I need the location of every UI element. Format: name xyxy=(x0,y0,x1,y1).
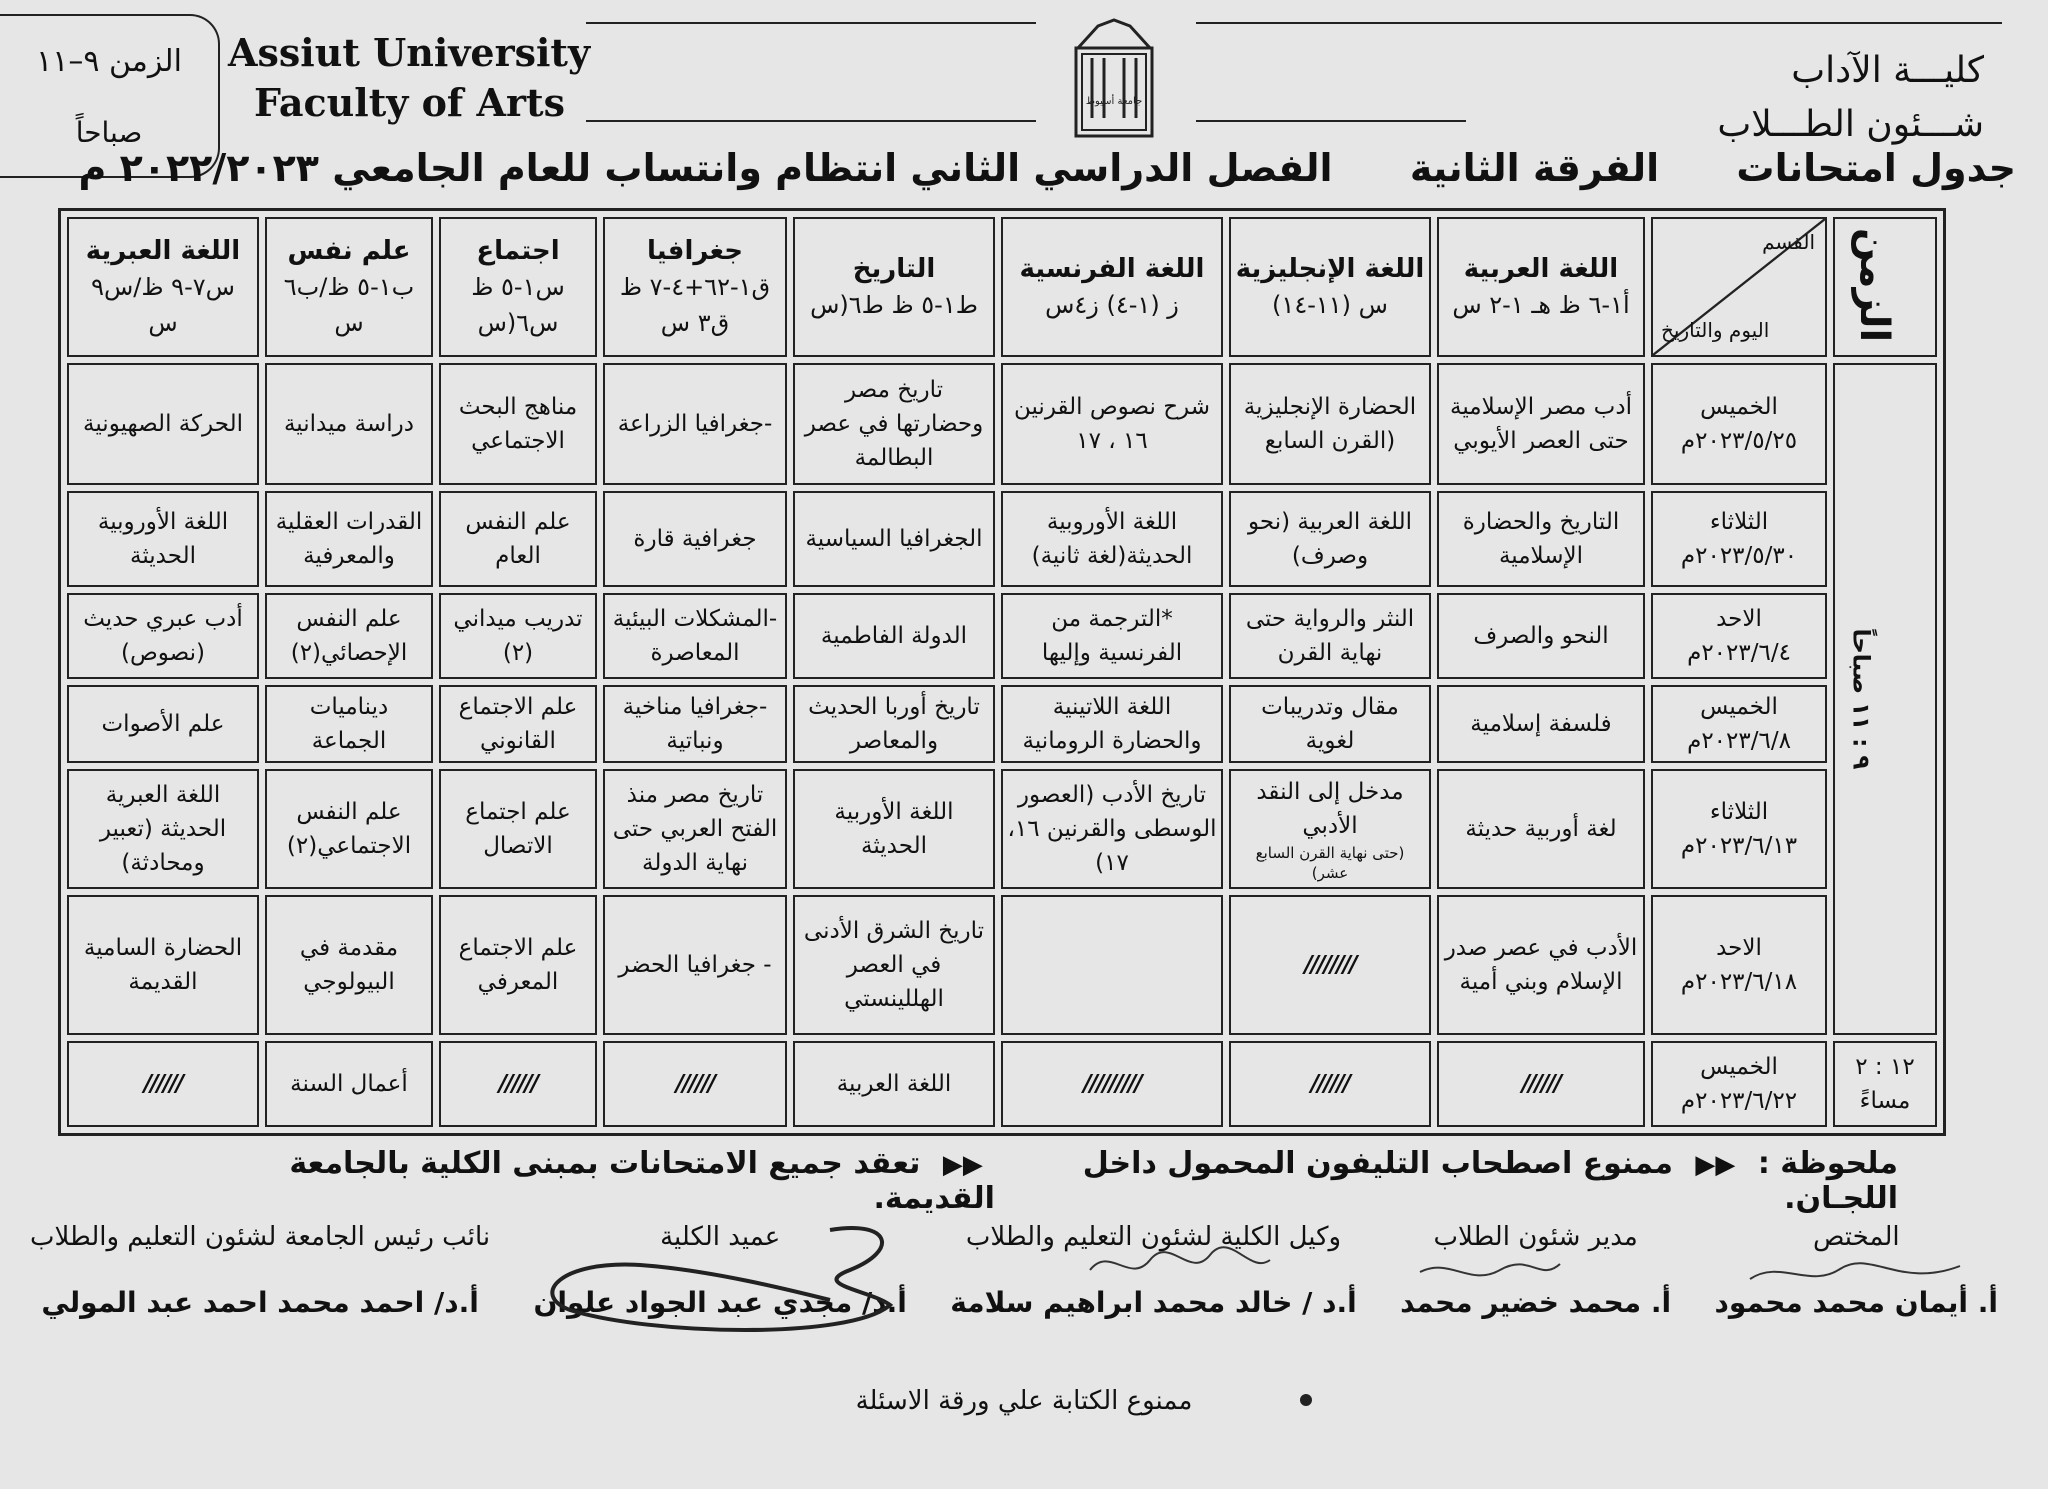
col-header-english: اللغة الإنجليزية س (١١-١٤) xyxy=(1229,217,1431,357)
evening-time-cell: ١٢ : ٢ مساءً xyxy=(1833,1041,1937,1127)
exam-cell: اللغة اللاتينية والحضارة الرومانية xyxy=(1001,685,1223,763)
exam-cell: علم الأصوات xyxy=(67,685,259,763)
col-header-sociology: اجتماع س١-٥ ظ س٦(س xyxy=(439,217,597,357)
exam-cell: اللغة الأوربية الحديثة xyxy=(793,769,995,889)
exam-cell: علم النفس الإحصائي(٢) xyxy=(265,593,433,679)
note-phone-text: ممنوع اصطحاب التليفون المحمول داخل اللجـان. xyxy=(1082,1146,1898,1216)
exam-cell: ///////// xyxy=(1001,1041,1223,1127)
exam-cell: جغرافية قارة xyxy=(603,491,787,587)
exam-cell: علم الاجتماع القانوني xyxy=(439,685,597,763)
exam-cell: تاريخ الشرق الأدنى في العصر الهللينستي xyxy=(793,895,995,1035)
day-cell: الخميس ٢٠٢٣/٦/٢٢م xyxy=(1651,1041,1827,1127)
table-row xyxy=(67,491,1937,587)
exam-cell: ////// xyxy=(603,1041,787,1127)
day-cell: الثلاثاء ٢٠٢٣/٥/٣٠م xyxy=(1651,491,1827,587)
exam-cell: تاريخ مصر منذ الفتح العربي حتى نهاية الدولة xyxy=(603,769,787,889)
exam-cell: مقال وتدريبات لغوية xyxy=(1229,685,1431,763)
signature-vice-president: نائب رئيس الجامعة لشئون التعليم والطلاب أ.د/ احمد محمد احمد عبد المولي xyxy=(30,1222,491,1319)
day-cell: الخميس ٢٠٢٣/٥/٢٥م xyxy=(1651,363,1827,485)
signature-vice-dean: وكيل الكلية لشئون التعليم والطلاب أ.د / خالد محمد ابراهيم سلامة xyxy=(950,1222,1357,1319)
title-part1: جدول امتحانات xyxy=(1736,146,2016,190)
note-location xyxy=(190,1146,995,1216)
exam-cell: لغة أوربية حديثة xyxy=(1437,769,1645,889)
student-affairs: شـــئون الطـــلاب xyxy=(1717,104,1984,145)
table-row-last xyxy=(67,1041,1937,1127)
exam-cell: تاريخ أوربا الحديث والمعاصر xyxy=(793,685,995,763)
col-header-history: التاريخ ط١-٥ ظ ط٦(س xyxy=(793,217,995,357)
corner-header xyxy=(1651,217,1827,357)
exam-cell: دراسة ميدانية xyxy=(265,363,433,485)
exam-cell: الحضارة السامية القديمة xyxy=(67,895,259,1035)
exam-cell: -جغرافيا الزراعة xyxy=(603,363,787,485)
faculty-name: Faculty of Arts xyxy=(254,80,565,125)
exam-cell-note: (حتى نهاية القرن السابع عشر) xyxy=(1255,844,1405,882)
corner-bottom-label: اليوم والتاريخ xyxy=(1661,318,1770,342)
day-cell: الاحد ٢٠٢٣/٦/١٨م xyxy=(1651,895,1827,1035)
note-label: ملحوظة : xyxy=(1757,1146,1898,1181)
exam-cell: النحو والصرف xyxy=(1437,593,1645,679)
table-row xyxy=(67,593,1937,679)
exam-cell: اللغة الأوروبية الحديثة(لغة ثانية) xyxy=(1001,491,1223,587)
university-name: Assiut University xyxy=(228,30,591,75)
department-header xyxy=(1717,44,1984,152)
footer-note: ممنوع الكتابة علي ورقة الاسئلة xyxy=(855,1386,1193,1416)
exam-cell: أعمال السنة xyxy=(265,1041,433,1127)
exam-cell: الحركة الصهيونية xyxy=(67,363,259,485)
day-cell: الخميس ٢٠٢٣/٦/٨م xyxy=(1651,685,1827,763)
exam-cell: علم الاجتماع المعرفي xyxy=(439,895,597,1035)
exam-cell: ديناميات الجماعة xyxy=(265,685,433,763)
exam-cell: - جغرافيا الحضر xyxy=(603,895,787,1035)
note-location-text: تعقد جميع الامتحانات بمبنى الكلية بالجامعة القديمة. xyxy=(289,1146,995,1216)
exam-cell: تدريب ميداني (٢) xyxy=(439,593,597,679)
exam-cell: -جغرافيا مناخية ونباتية xyxy=(603,685,787,763)
day-cell: الاحد ٢٠٢٣/٦/٤م xyxy=(1651,593,1827,679)
exam-cell: //////// xyxy=(1229,895,1431,1035)
title-part2: الفرقة الثانية xyxy=(1409,146,1660,190)
exam-cell: أدب مصر الإسلامية حتى العصر الأيوبي xyxy=(1437,363,1645,485)
time-box-line1: الزمن ٩–١١ xyxy=(36,44,182,79)
morning-time-cell: ٩ : ١١ صباحاً xyxy=(1833,363,1937,1035)
logo-text: جامعة أسيوط xyxy=(1085,96,1143,107)
corner-top-label: القسم xyxy=(1762,230,1815,254)
exam-cell: ////// xyxy=(439,1041,597,1127)
exam-cell: القدرات العقلية والمعرفية xyxy=(265,491,433,587)
exam-cell: اللغة الأوروبية الحديثة xyxy=(67,491,259,587)
exam-cell: علم اجتماع الاتصال xyxy=(439,769,597,889)
signature-student-affairs-director: مدير شئون الطلاب أ. محمد خضير محمد xyxy=(1400,1222,1672,1319)
faculty-arabic: كليـــة الآداب xyxy=(1791,50,1984,91)
exam-cell: -المشكلات البيئية المعاصرة xyxy=(603,593,787,679)
table-row xyxy=(67,685,1937,763)
exam-cell: أدب عبري حديث (نصوص) xyxy=(67,593,259,679)
exam-cell: تاريخ مصر وحضارتها في عصر البطالمة xyxy=(793,363,995,485)
exam-cell: الحضارة الإنجليزية (القرن السابع xyxy=(1229,363,1431,485)
col-header-geography: جغرافيا ق١-٦٢+٤-٧ ظ ق٣ س xyxy=(603,217,787,357)
exam-cell: ////// xyxy=(67,1041,259,1127)
exam-cell xyxy=(1001,895,1223,1035)
table-row xyxy=(67,363,1937,485)
header-row xyxy=(67,217,1937,357)
exam-cell: التاريخ والحضارة الإسلامية xyxy=(1437,491,1645,587)
col-header-psychology: علم نفس ب١-٥ ظ/ب٦ س xyxy=(265,217,433,357)
exam-cell: الدولة الفاطمية xyxy=(793,593,995,679)
exam-schedule-table xyxy=(58,208,1946,1136)
col-header-arabic: اللغة العربية أ١-٦ ظ هـ ١-٢ س xyxy=(1437,217,1645,357)
time-header: الزمن xyxy=(1833,217,1937,357)
note-phone xyxy=(995,1146,1898,1216)
title-part3: الفصل الدراسي الثاني انتظام وانتساب للعام الجامعي ٢٠٢٢/٢٠٢٣ م xyxy=(78,146,1333,190)
table-row xyxy=(67,895,1937,1035)
table-row xyxy=(67,769,1937,889)
exam-cell: شرح نصوص القرنين ١٦ ، ١٧ xyxy=(1001,363,1223,485)
exam-cell: الجغرافيا السياسية xyxy=(793,491,995,587)
exam-cell: علم النفس الاجتماعي(٢) xyxy=(265,769,433,889)
exam-cell: اللغة العربية xyxy=(793,1041,995,1127)
time-box-line2: صباحاً xyxy=(75,116,143,149)
exam-cell: مدخل إلى النقد الأدبي (حتى نهاية القرن السابع عشر) xyxy=(1229,769,1431,889)
exam-cell: مقدمة في البيولوجي xyxy=(265,895,433,1035)
day-cell: الثلاثاء ٢٠٢٣/٦/١٣م xyxy=(1651,769,1827,889)
university-header xyxy=(228,28,590,128)
exam-cell: اللغة العبرية الحديثة (تعبير ومحادثة) xyxy=(67,769,259,889)
exam-cell: مناهج البحث الاجتماعي xyxy=(439,363,597,485)
page-title xyxy=(78,146,2048,190)
col-header-hebrew: اللغة العبرية س٧-٩ ظ/س٩ س xyxy=(67,217,259,357)
signature-specialist: المختص أ. أيمان محمد محمود xyxy=(1714,1222,1998,1319)
exam-cell: النثر والرواية حتى نهاية القرن xyxy=(1229,593,1431,679)
fast-forward-icon: ▶▶ xyxy=(942,1150,983,1180)
exam-cell: اللغة العربية (نحو وصرف) xyxy=(1229,491,1431,587)
signatures xyxy=(30,1222,1998,1342)
exam-cell: *الترجمة من الفرنسية وإليها xyxy=(1001,593,1223,679)
exam-cell: الأدب في عصر صدر الإسلام وبني أمية xyxy=(1437,895,1645,1035)
signature-dean: عميد الكلية أ.د/ مجدي عبد الجواد علوان xyxy=(533,1222,907,1319)
notes-line xyxy=(190,1146,1898,1216)
exam-cell: علم النفس العام xyxy=(439,491,597,587)
exam-cell: ////// xyxy=(1229,1041,1431,1127)
exam-cell: ////// xyxy=(1437,1041,1645,1127)
fast-forward-icon: ▶▶ xyxy=(1695,1150,1736,1180)
exam-cell: فلسفة إسلامية xyxy=(1437,685,1645,763)
col-header-french: اللغة الفرنسية ز (١-٤) ز٤س xyxy=(1001,217,1223,357)
exam-cell: تاريخ الأدب (العصور الوسطى والقرنين ١٦، ١٧) xyxy=(1001,769,1223,889)
university-logo xyxy=(1068,18,1160,142)
